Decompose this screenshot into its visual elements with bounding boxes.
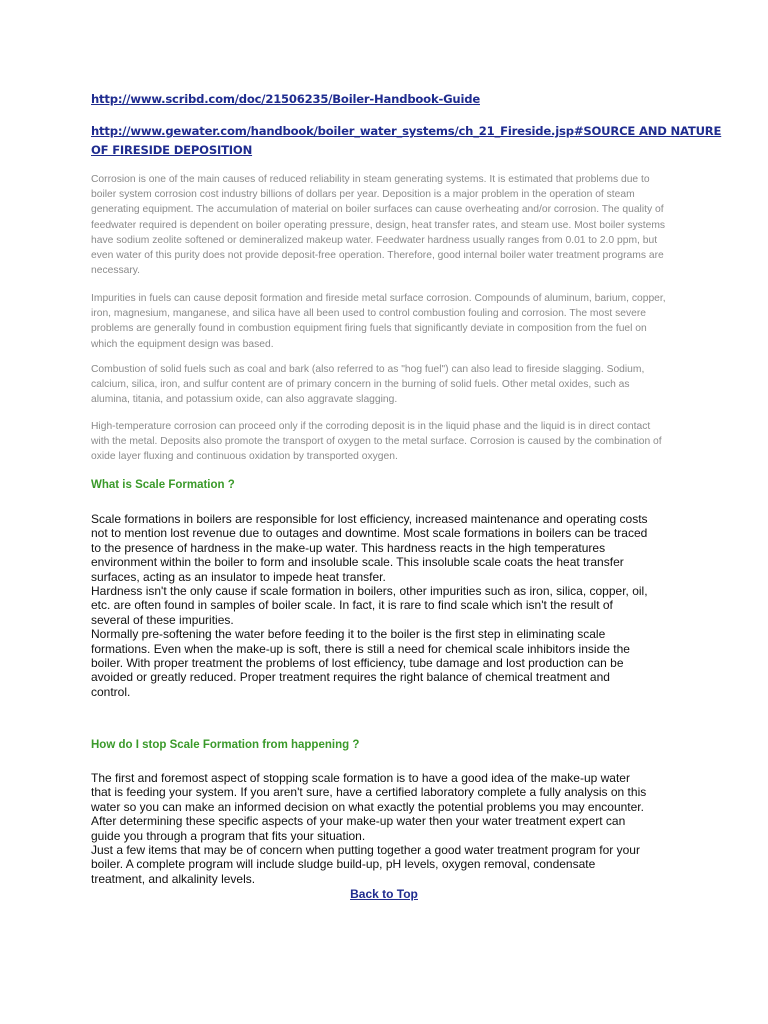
body-line: not to mention lost revenue due to outages and downtime. Most scale formations in boilers can be traced (91, 526, 648, 541)
body-line: Normally pre-softening the water before feeding it to the boiler is the first step in eliminating scale (91, 627, 606, 642)
back-to-top-link-container (0, 886, 768, 902)
body-line: guide you through a program that fits your situation. (91, 828, 366, 843)
body-line: Scale formations in boilers are responsible for lost efficiency, increased maintenance and operating costs (91, 512, 648, 526)
body-line: several of these impurities. (91, 612, 234, 627)
body-line: environment within the boiler to form and insoluble scale. This insoluble scale coats the heat transfer (91, 555, 624, 570)
body-line: etc. are often found in samples of boiler scale. In fact, it is rare to find scale which isn't the result of (91, 598, 613, 613)
scale-formation-heading: What is Scale Formation ? (91, 479, 235, 491)
body-line: The first and foremost aspect of stopping scale formation is to have a good idea of the make-up water (91, 771, 630, 785)
body-line: water so you can make an informed decision on what exactly the potential problems you may encounter. (91, 799, 644, 814)
stop-scale-formation-body (91, 771, 661, 886)
body-line: Hardness isn't the only cause if scale formation in boilers, other impurities such as iron, silica, copper, oil, (91, 584, 648, 599)
intro-paragraph-corrosion: Corrosion is one of the main causes of reduced reliability in steam generating systems. It is estimated that problems due to boiler system corrosion cost industry billions of dollars per year. Deposition is a major problem in the operation of steam generating equipment. The accumulation of material on boiler surfaces can cause overheating and/or corrosion. The quality of feedwater required is dependent on boiler operating pressure, design, heat transfer rates, and steam use. Most boiler systems have sodium zeolite softened or demineralized makeup water. Feedwater hardness usually ranges from 0.01 to 2.0 ppm, but even water of this purity does not provide deposit-free operation. Therefore, good internal boiler water treatment programs are necessary. (91, 174, 666, 277)
intro-paragraph-fuel-impurities: Impurities in fuels can cause deposit formation and fireside metal surface corrosion. Compounds of aluminum, barium, copper, iron, magnesium, manganese, and silica have all been used to control combustion fouling and corrosion. The most severe problems are generally found in combustion equipment firing fuels that significantly deviate in composition from the fuel on which the equipment design was based. (91, 293, 666, 350)
body-line: to the presence of hardness in the make-up water. This hardness reacts in the high temperatures (91, 540, 606, 555)
body-line: boiler. A complete program will include sludge build-up, pH levels, oxygen removal, condensate (91, 857, 596, 872)
body-line: boiler. With proper treatment the problems of lost efficiency, tube damage and lost production can be (91, 656, 624, 671)
scale-formation-body (91, 512, 661, 699)
body-line: that is feeding your system. If you aren't sure, have a certified laboratory complete a fully analysis on this (91, 785, 647, 800)
body-line: Just a few items that may be of concern when putting together a good water treatment program for your (91, 843, 640, 858)
stop-scale-formation-heading: How do I stop Scale Formation from happening ? (91, 739, 360, 751)
body-line: After determining these specific aspects of your make-up water then your water treatment expert can (91, 814, 626, 829)
gewater-link-continued[interactable]: OF FIRESIDE DEPOSITION (91, 143, 253, 157)
body-line: surfaces, acting as an insulator to impede heat transfer. (91, 569, 386, 584)
body-line: formations. Even when the make-up is soft, there is still a need for chemical scale inhibitors inside the (91, 641, 630, 656)
scribd-link[interactable]: http://www.scribd.com/doc/21506235/Boiler-Handbook-Guide (91, 92, 480, 106)
intro-paragraph-solid-fuels: Combustion of solid fuels such as coal and bark (also referred to as "hog fuel") can also lead to fireside slagging. Sodium, calcium, silica, iron, and sulfur content are of primary concern in the burning of solid fuels. Other metal oxides, such as alumina, titania, and potassium oxide, can also aggravate slagging. (91, 364, 645, 406)
back-to-top-link[interactable]: Back to Top (350, 887, 418, 901)
intro-paragraph-high-temperature: High-temperature corrosion can proceed only if the corroding deposit is in the liquid phase and the liquid is in direct contact with the metal. Deposits also promote the transport of oxygen to the metal surface. Corrosion is caused by the combination of oxide layer fluxing and continuous oxidation by transported oxygen. (91, 421, 662, 463)
body-line: control. (91, 684, 131, 699)
body-line: treatment, and alkalinity levels. (91, 871, 256, 886)
body-line: avoided or greatly reduced. Proper treatment requires the right balance of chemical treatment and (91, 670, 610, 685)
gewater-link[interactable]: http://www.gewater.com/handbook/boiler_water_systems/ch_21_Fireside.jsp#SOURCE AND NATURE (91, 124, 722, 138)
